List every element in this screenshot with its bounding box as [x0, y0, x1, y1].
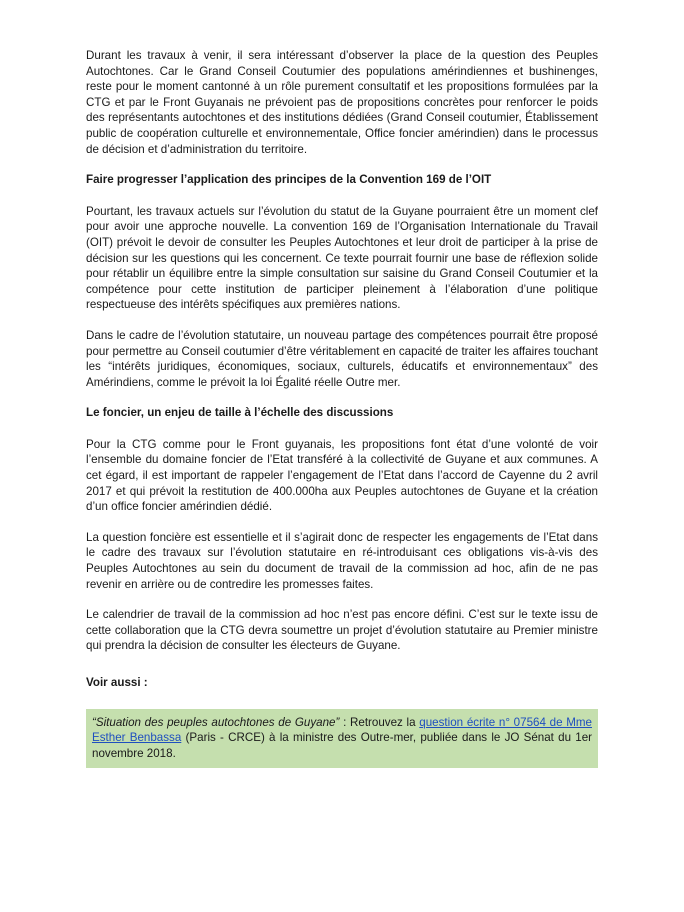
body-paragraph: Durant les travaux à venir, il sera intéressant d’observer la place de la question des Peuples Autochtones. Car le Grand Conseil Coutumier des populations amérindiennes et bushinenges, reste pour le moment cantonné à un rôle purement consultatif et les propositions formulées par la CTG et par le Front Guyanais ne prévoient pas de propositions concrètes pour renforcer le poids des représentants autochtones et des institutions dédiées (Grand Conseil coutumier, Établissement public de coopération culturelle et environnementale, Office foncier amérindien) dans le processus de décision et d’administration du territoire.: [86, 49, 598, 156]
body-paragraph: La question foncière est essentielle et il s’agirait donc de respecter les engagements de l’Etat dans le cadre des travaux sur l’évolution statutaire en ré-introduisant ces obligations vis-à-vis des Peuples Autochtones au sein du document de travail de la commission ad hoc, afin de ne pas revenir en arrière ou de contredire les promesses faites.: [86, 530, 598, 591]
section-heading: Le foncier, un enjeu de taille à l’échelle des discussions: [86, 406, 394, 420]
see-also-title: “Situation des peuples autochtones de Guyane”: [92, 715, 340, 729]
body-paragraph: Pour la CTG comme pour le Front guyanais, les propositions font état d’une volonté de voir l’ensemble du domaine foncier de l’Etat transféré à la collectivité de Guyane et aux communes. A cet égard, il est important de rappeler l’engagement de l’Etat dans l’accord de Cayenne du 2 avril 2017 et qui prévoit la restitution de 400.000ha aux Peuples autochtones de Guyane et la création d’un office foncier amérindien dédié.: [86, 437, 598, 514]
body-paragraph: Le calendrier de travail de la commission ad hoc n’est pas encore défini. C’est sur le texte issu de cette collaboration que la CTG devra soumettre un projet d’évolution statutaire au Premier ministre qui prendra la décision de consulter les électeurs de Guyane.: [86, 608, 598, 653]
section-heading: Faire progresser l’application des principes de la Convention 169 de l’OIT: [86, 173, 492, 187]
see-also-text: : Retrouvez la: [339, 715, 420, 729]
question-link[interactable]: question écrite n° 07564 de Mme Esther Benbassa: [92, 715, 592, 745]
body-paragraph: Dans le cadre de l’évolution statutaire, un nouveau partage des compétences pourrait être proposé pour permettre au Conseil coutumier d’être véritablement en capacité de traiter les affaires touchant les “intérêts juridiques, économiques, sociaux, culturels, éducatifs et environnementaux” des Amérindiens, comme le prévoit la loi Égalité réelle Outre mer.: [86, 328, 598, 389]
see-also-text-end: (Paris - CRCE) à la ministre des Outre-mer, publiée dans le JO Sénat du 1er novembre 2018.: [92, 731, 593, 760]
body-paragraph: Pourtant, les travaux actuels sur l’évolution du statut de la Guyane pourraient être un moment clef pour avoir une approche nouvelle. La convention 169 de l’Organisation Internationale du Travail (OIT) prévoit le devoir de consulter les Peuples Autochtones et leur droit de participer à la prise de décision sur les questions qui les concernent. Ce texte pourrait fournir une base de réflexion solide pour rétablir un équilibre entre la simple consultation sur saisine du Grand Conseil Coutumier et la compétence pour cette institution de participer pleinement à l’élaboration d’une politique respectueuse des intérêts spécifiques aux premières nations.: [86, 204, 598, 312]
see-also-label: Voir aussi :: [86, 676, 148, 689]
see-also-box: [86, 709, 598, 769]
